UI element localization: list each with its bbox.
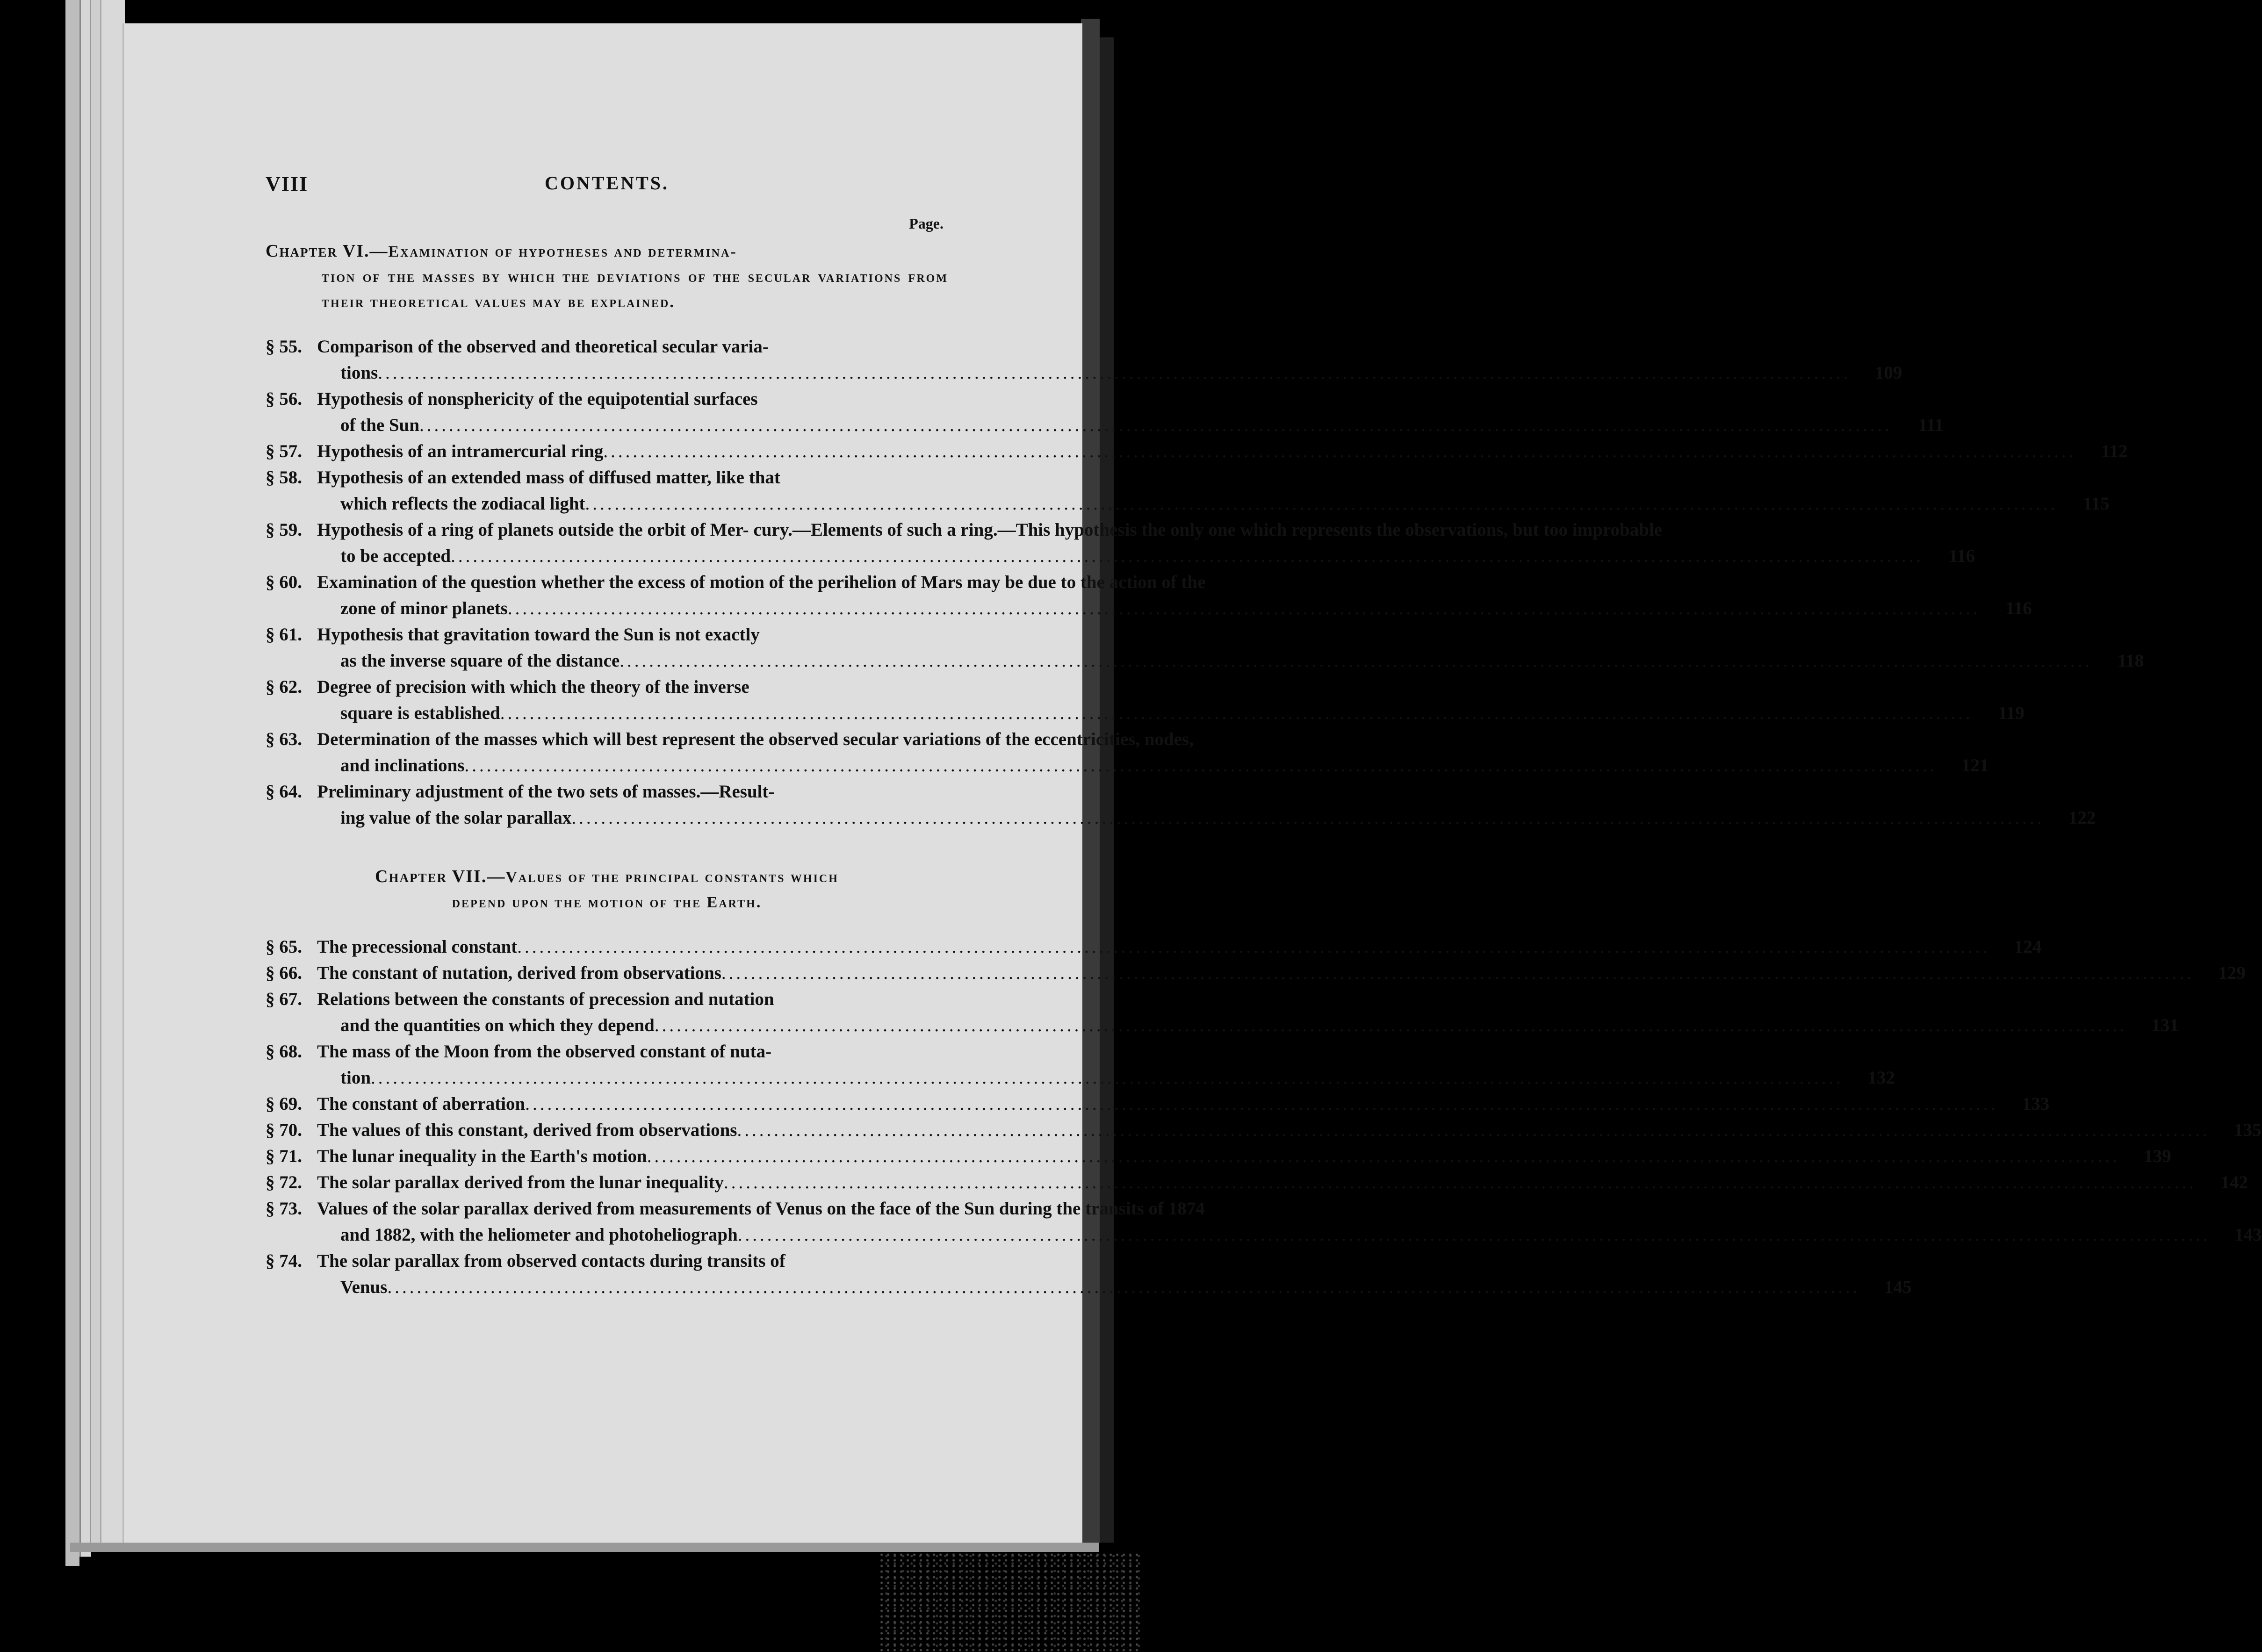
entry-description: Preliminary adjustment of the two sets of masses.—Result- xyxy=(317,782,775,802)
chapter-lead: Chapter VI.— xyxy=(266,241,389,261)
entry-last-line: The precessional constant xyxy=(317,937,518,957)
toc-entry xyxy=(266,1143,2171,1170)
entry-last-line: as the inverse square of the distance xyxy=(340,651,620,671)
entry-last-line: and inclinations xyxy=(340,755,465,776)
page-number: 145 xyxy=(1884,1277,1912,1297)
toc-entry xyxy=(266,334,1902,386)
entry-last-line: Venus xyxy=(340,1277,388,1297)
entry-last-line: and the quantities on which they depend xyxy=(340,1015,655,1035)
chapter-title-continued: tion of the masses by which the deviations of the secular variations from their theoretical values may be explained. xyxy=(322,268,948,311)
leader-dots: ........................................................................................................................................................................................................ xyxy=(387,1277,1860,1297)
page-number: 142 xyxy=(2220,1172,2248,1192)
toc-entry xyxy=(266,1248,1912,1300)
section-number: § 71. xyxy=(266,1146,302,1166)
entry-text xyxy=(317,1117,2219,1143)
section-number: § 73. xyxy=(266,1199,302,1219)
table-of-contents xyxy=(266,238,2262,1300)
entry-text xyxy=(317,386,1902,438)
page-number: 119 xyxy=(1998,703,2024,723)
entry-last-line: square is established xyxy=(340,703,500,723)
page-number: 116 xyxy=(2005,598,2032,618)
chapter-title-line: Values of the principal constants which xyxy=(505,869,839,886)
entry-last-line: which reflects the zodiacal light xyxy=(340,494,585,514)
section-number: § 58. xyxy=(266,467,302,488)
entry-last-line: The constant of nutation, derived from observations xyxy=(317,963,721,983)
leader-dots: ........................................................................................................................................................................................................ xyxy=(571,808,2045,828)
leader-dots: ........................................................................................................................................................................................................ xyxy=(419,415,1893,435)
leader-dots: ........................................................................................................................................................................................................ xyxy=(585,494,2058,514)
chapter-lead: Chapter VII.— xyxy=(375,867,506,886)
toc-entry xyxy=(266,1117,2262,1143)
entry-text xyxy=(317,517,1933,569)
entry-text xyxy=(317,569,1990,622)
entry-description: Comparison of the observed and theoretical secular varia- xyxy=(317,337,769,357)
entry-text xyxy=(317,960,2204,986)
entry-description: Determination of the masses which will best represent the observed secular variations of the eccentricities, nodes, xyxy=(317,729,1194,749)
leader-dots: ........................................................................................................................................................................................................ xyxy=(371,1068,1844,1088)
entry-description: Hypothesis of an extended mass of diffused matter, like that xyxy=(317,467,780,488)
entry-last-line: The values of this constant, derived from observations xyxy=(317,1120,737,1140)
entry-description: Relations between the constants of precession and nutation xyxy=(317,989,774,1009)
page-number: 112 xyxy=(2101,441,2128,461)
entry-text xyxy=(317,1196,2220,1248)
leader-dots: ........................................................................................................................................................................................................ xyxy=(620,651,2093,671)
page-number: 116 xyxy=(1948,546,1975,566)
section-number: § 64. xyxy=(266,782,302,802)
entry-last-line: The lunar inequality in the Earth's motion xyxy=(317,1146,647,1166)
toc-entry xyxy=(266,674,2024,726)
leader-dots: ........................................................................................................................................................................................................ xyxy=(525,1094,1998,1114)
leader-dots: ........................................................................................................................................................................................................ xyxy=(721,963,2194,983)
page-bottom-edge xyxy=(70,1543,1099,1552)
section-number: § 65. xyxy=(266,937,302,957)
section-number: § 55. xyxy=(266,337,302,357)
entry-text xyxy=(317,726,1947,779)
entry-description: Hypothesis of a ring of planets outside the orbit of Mer- cury.—Elements of such a ring.—This hypothesis the only one which represents the observations, but too improbable xyxy=(317,520,1663,540)
entry-last-line: Hypothesis of an intramercurial ring xyxy=(317,441,604,461)
toc-entry xyxy=(266,779,2096,831)
entry-description: Degree of precision with which the theory of the inverse xyxy=(317,677,749,697)
leader-dots: ........................................................................................................................................................................................................ xyxy=(603,441,2076,461)
page-number: 109 xyxy=(1874,363,1902,383)
entry-text xyxy=(317,465,2067,517)
entry-description: The solar parallax from observed contacts during transits of xyxy=(317,1251,785,1271)
page-number: 131 xyxy=(2151,1015,2179,1035)
page-number: 122 xyxy=(2068,808,2096,828)
leader-dots: ........................................................................................................................................................................................................ xyxy=(451,546,1924,566)
entry-text xyxy=(317,1091,2007,1117)
page-number: 139 xyxy=(2144,1146,2171,1166)
chapter-heading xyxy=(266,864,948,915)
toc-entry xyxy=(266,622,2144,674)
leader-dots: ........................................................................................................................................................................................................ xyxy=(737,1120,2210,1140)
section-number: § 69. xyxy=(266,1094,302,1114)
entry-description: Values of the solar parallax derived from measurements of Venus on the face of the Sun during the transits of 1874 xyxy=(317,1199,1205,1219)
leader-dots: ........................................................................................................................................................................................................ xyxy=(723,1172,2197,1192)
entry-last-line: The constant of aberration xyxy=(317,1094,526,1114)
toc-entry xyxy=(266,960,2246,986)
entry-last-line: and 1882, with the heliometer and photoheliograph xyxy=(340,1225,738,1245)
entry-description: Examination of the question whether the excess of motion of the perihelion of Mars may be due to the action of the xyxy=(317,572,1206,592)
entry-text xyxy=(317,779,2053,831)
section-number: § 66. xyxy=(266,963,302,983)
toc-entry xyxy=(266,1039,1895,1091)
page-edge xyxy=(100,0,125,1543)
scan-noise xyxy=(879,1552,1141,1652)
entry-last-line: of the Sun xyxy=(340,415,420,435)
toc-entry xyxy=(266,438,2128,465)
page-number: 133 xyxy=(2022,1094,2050,1114)
page-number: 129 xyxy=(2218,963,2246,983)
toc-entry xyxy=(266,517,1975,569)
section-number: § 67. xyxy=(266,989,302,1009)
entry-last-line: zone of minor planets xyxy=(340,598,508,618)
page-number: 135 xyxy=(2233,1120,2262,1140)
entry-description: Hypothesis that gravitation toward the Sun is not exactly xyxy=(317,625,760,645)
entry-text xyxy=(317,438,2085,465)
toc-entry xyxy=(266,1196,2262,1248)
section-number: § 59. xyxy=(266,520,302,540)
section-list xyxy=(266,334,2144,831)
page-number: 115 xyxy=(2083,494,2110,514)
page-column-label: Page. xyxy=(909,215,944,232)
entry-text xyxy=(317,1248,1869,1300)
page-number: 121 xyxy=(1961,755,1989,776)
leader-dots: ........................................................................................................................................................................................................ xyxy=(654,1015,2127,1035)
toc-entry xyxy=(266,934,2042,960)
leader-dots: ........................................................................................................................................................................................................ xyxy=(464,755,1938,776)
entry-text xyxy=(317,1143,2129,1170)
folio-number: VIII xyxy=(266,172,309,195)
entry-text xyxy=(317,986,2137,1039)
toc-entry xyxy=(266,465,2110,517)
section-number: § 68. xyxy=(266,1041,302,1062)
entry-last-line: The solar parallax derived from the lunar inequality xyxy=(317,1172,724,1192)
page-edge xyxy=(65,0,79,1566)
entry-text xyxy=(317,1039,1853,1091)
toc-entry xyxy=(266,386,1944,438)
entry-text xyxy=(317,934,1999,960)
toc-entry xyxy=(266,1170,2248,1196)
page-number: 118 xyxy=(2117,651,2144,671)
section-number: § 62. xyxy=(266,677,302,697)
entry-last-line: tion xyxy=(340,1068,371,1088)
page-header xyxy=(266,172,948,200)
section-number: § 74. xyxy=(266,1251,302,1271)
entry-text xyxy=(317,622,2102,674)
entry-text xyxy=(317,1170,2206,1196)
leader-dots: ........................................................................................................................................................................................................ xyxy=(378,363,1851,383)
page-number: 124 xyxy=(2014,937,2042,957)
chapter-title-line: Examination of hypotheses and determina- xyxy=(388,243,737,260)
page-number: 143 xyxy=(2234,1225,2262,1245)
section-number: § 61. xyxy=(266,625,302,645)
section-number: § 60. xyxy=(266,572,302,592)
chapter-title-continued: depend upon the motion of the Earth. xyxy=(452,894,762,911)
chapter-heading xyxy=(266,238,948,315)
toc-entry xyxy=(266,569,2032,622)
section-number: § 57. xyxy=(266,441,302,461)
page-number: 132 xyxy=(1867,1068,1895,1088)
section-list xyxy=(266,934,2262,1300)
section-number: § 72. xyxy=(266,1172,302,1192)
running-head: CONTENTS. xyxy=(544,172,670,194)
section-number: § 63. xyxy=(266,729,302,749)
entry-description: The mass of the Moon from the observed constant of nuta- xyxy=(317,1041,772,1062)
entry-description: Hypothesis of nonsphericity of the equipotential surfaces xyxy=(317,389,758,409)
entry-last-line: tions xyxy=(340,363,378,383)
toc-entry xyxy=(266,986,2179,1039)
leader-dots: ........................................................................................................................................................................................................ xyxy=(517,937,1990,957)
toc-entry xyxy=(266,726,1989,779)
section-number: § 70. xyxy=(266,1120,302,1140)
leader-dots: ........................................................................................................................................................................................................ xyxy=(737,1225,2211,1245)
section-number: § 56. xyxy=(266,389,302,409)
page-number: 111 xyxy=(1918,415,1944,435)
leader-dots: ........................................................................................................................................................................................................ xyxy=(507,598,1981,618)
leader-dots: ........................................................................................................................................................................................................ xyxy=(647,1146,2120,1166)
entry-last-line: to be accepted xyxy=(340,546,451,566)
entry-text xyxy=(317,334,1860,386)
entry-text xyxy=(317,674,1982,726)
leader-dots: ........................................................................................................................................................................................................ xyxy=(500,703,1973,723)
entry-last-line: ing value of the solar parallax xyxy=(340,808,572,828)
toc-entry xyxy=(266,1091,2050,1117)
